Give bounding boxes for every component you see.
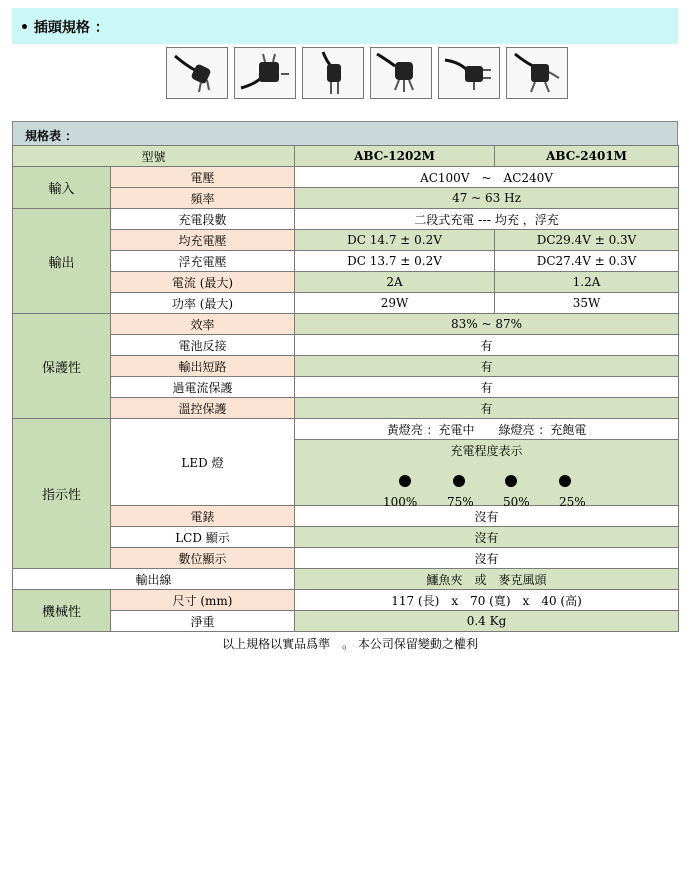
table-row xyxy=(13,398,679,419)
eq-voltage-2: DC29.4V ± 0.3V xyxy=(495,230,679,251)
current-2: 1.2A xyxy=(495,272,679,293)
protection-label: 輸出短路 xyxy=(111,356,295,377)
protection-category: 保護性 xyxy=(13,314,111,419)
table-row xyxy=(13,230,679,251)
model-label: 型號 xyxy=(13,146,295,167)
float-voltage-2: DC27.4V ± 0.3V xyxy=(495,251,679,272)
led-level-label: 100% xyxy=(383,495,418,509)
efficiency-value: 83% ~ 87% xyxy=(295,314,679,335)
plug-spec-title-text: 插頭規格 ： xyxy=(33,20,109,36)
voltage-label: 電壓 xyxy=(111,167,295,188)
weight-value: 0.4 Kg xyxy=(295,611,679,632)
led-level-label: 25% xyxy=(559,495,586,509)
protection-label: 溫控保護 xyxy=(111,398,295,419)
power-1: 29W xyxy=(295,293,495,314)
led-dot-icon xyxy=(559,475,571,487)
table-row xyxy=(13,293,679,314)
plug-4-icon xyxy=(370,47,432,99)
led-status: 黃燈亮 ：充電中 綠燈亮 ：充飽電 xyxy=(295,419,679,440)
lcd-value: 沒有 xyxy=(295,527,679,548)
footnote: 以上規格以實品爲準 。 本公司保留變動之權利 xyxy=(222,637,478,651)
model-2: ABC-2401M xyxy=(495,146,679,167)
led-dot-icon xyxy=(453,475,465,487)
lcd-label: LCD 顯示 xyxy=(111,527,295,548)
plug-2-icon xyxy=(234,47,296,99)
table-row xyxy=(13,251,679,272)
current-1: 2A xyxy=(295,272,495,293)
spec-title: 規格表 ： xyxy=(12,121,678,145)
weight-label: 淨重 xyxy=(111,611,295,632)
model-1: ABC-1202M xyxy=(295,146,495,167)
eq-voltage-1: DC 14.7 ± 0.2V xyxy=(295,230,495,251)
float-voltage-1: DC 13.7 ± 0.2V xyxy=(295,251,495,272)
led-dot-icon xyxy=(399,475,411,487)
protection-value: 有 xyxy=(295,398,679,419)
protection-value: 有 xyxy=(295,356,679,377)
frequency-label: 頻率 xyxy=(111,188,295,209)
table-row xyxy=(13,419,679,440)
plug-3-icon xyxy=(302,47,364,99)
led-label: LED 燈 xyxy=(111,419,295,506)
voltage-value: AC100V ~ AC240V xyxy=(295,167,679,188)
stages-label: 充電段數 xyxy=(111,209,295,230)
indicator-category: 指示性 xyxy=(13,419,111,569)
plug-6-icon xyxy=(506,47,568,99)
protection-value: 有 xyxy=(295,335,679,356)
led-level-label: 75% xyxy=(447,495,474,509)
table-row xyxy=(13,314,679,335)
digital-value: 沒有 xyxy=(295,548,679,569)
size-label: 尺寸 (mm) xyxy=(111,590,295,611)
led-dot-icon xyxy=(505,475,517,487)
output-cable-value: 鱷魚夾 或 麥克風頭 xyxy=(295,569,679,590)
led-level-title: 充電程度表示 xyxy=(450,444,523,458)
table-row xyxy=(13,611,679,632)
table-row xyxy=(13,527,679,548)
table-row xyxy=(13,272,679,293)
meter-label: 電錶 xyxy=(111,506,295,527)
table-row xyxy=(13,377,679,398)
protection-value: 有 xyxy=(295,377,679,398)
led-level-cell xyxy=(295,440,679,509)
power-2: 35W xyxy=(495,293,679,314)
power-label: 功率 (最大) xyxy=(111,293,295,314)
protection-label: 電池反接 xyxy=(111,335,295,356)
protection-label: 過電流保護 xyxy=(111,377,295,398)
plug-1-icon xyxy=(166,47,228,99)
table-row xyxy=(13,590,679,611)
plug-5-icon xyxy=(438,47,500,99)
mechanical-category: 機械性 xyxy=(13,590,111,632)
table-row xyxy=(13,548,679,569)
input-category: 輸入 xyxy=(13,167,111,209)
size-value: 117 (長) x 70 (寬) x 40 (高) xyxy=(295,590,679,611)
output-cable-label: 輸出線 xyxy=(13,569,295,590)
table-row xyxy=(13,188,679,209)
table-row xyxy=(13,209,679,230)
table-row xyxy=(13,356,679,377)
frequency-value: 47 ~ 63 Hz xyxy=(295,188,679,209)
plug-spec-title xyxy=(20,17,109,37)
output-category: 輸出 xyxy=(13,209,111,314)
spec-section xyxy=(12,121,678,632)
table-row xyxy=(13,335,679,356)
table-row xyxy=(13,167,679,188)
efficiency-label: 效率 xyxy=(111,314,295,335)
bullet: • xyxy=(20,20,29,36)
table-row xyxy=(13,146,679,167)
stages-value: 二段式充電 --- 均充 ，浮充 xyxy=(295,209,679,230)
eq-voltage-label: 均充電壓 xyxy=(111,230,295,251)
plug-spec-header xyxy=(12,8,678,44)
table-row xyxy=(13,569,679,590)
meter-value: 沒有 xyxy=(295,506,679,527)
led-level-label: 50% xyxy=(503,495,530,509)
float-voltage-label: 浮充電壓 xyxy=(111,251,295,272)
led-level-indicator xyxy=(295,459,678,509)
digital-label: 數位顯示 xyxy=(111,548,295,569)
spec-table xyxy=(12,145,679,632)
current-label: 電流 (最大) xyxy=(111,272,295,293)
